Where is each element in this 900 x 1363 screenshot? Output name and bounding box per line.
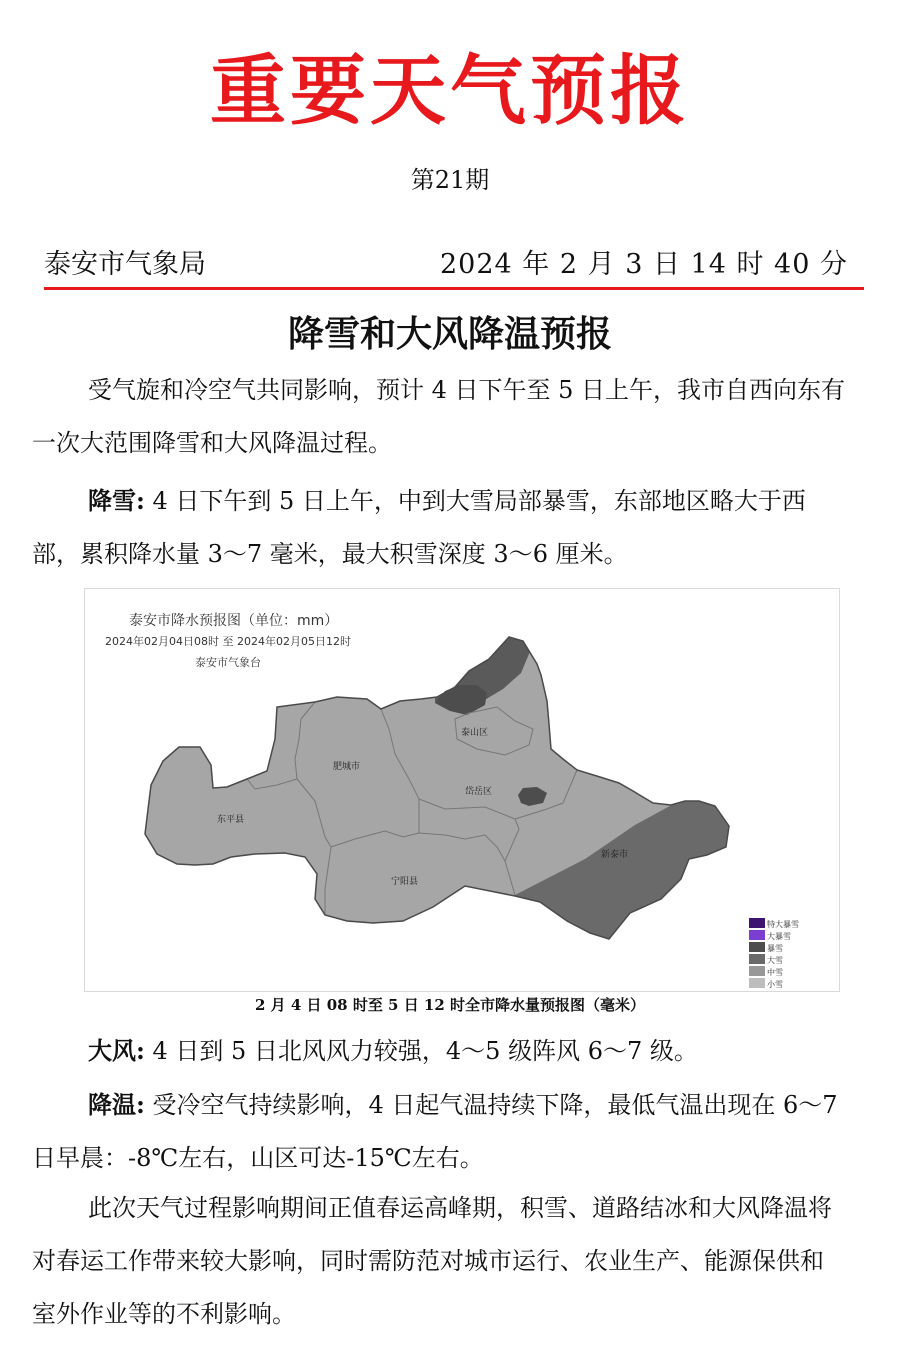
cooling-text: 受冷空气持续影响，4 日起气温持续下降，最低气温出现在 6～7 日早晨：-8℃左右，山区可达-15℃左右。 (32, 1091, 838, 1172)
map-title: 泰安市降水预报图（单位：mm） (129, 613, 339, 629)
masthead-title: 重要天气预报 (210, 46, 690, 135)
district-label-dongping: 东平县 (217, 815, 245, 825)
intro-paragraph: 受气旋和冷空气共同影响，预计 4 日下午至 5 日上午，我市自西向东有一次大范围降雪和大风降温过程。 (32, 376, 846, 457)
figure-caption: 2 月 4 日 08 时至 5 日 12 时全市降水量预报图（毫米） (254, 996, 646, 1014)
precipitation-map (85, 589, 839, 991)
legend-swatch-blizzard (749, 942, 765, 952)
wind-label: 大风: (88, 1036, 145, 1065)
impact-paragraph: 此次天气过程影响期间正值春运高峰期，积雪、道路结冰和大风降温将对春运工作带来较大影响，同时需防范对城市运行、农业生产、能源保供和室外作业等的不利影响。 (32, 1194, 832, 1328)
page-title: 降雪和大风降温预报 (287, 313, 612, 355)
moderate-snow-area (85, 589, 839, 991)
wind-text: 4 日到 5 日北风风力较强，4～5 级阵风 6～7 级。 (144, 1037, 698, 1065)
district-label-daiyue: 岱岳区 (465, 787, 493, 797)
legend-label-heavy-snow: 大雪 (767, 956, 783, 965)
legend-label-blizzard: 暴雪 (767, 944, 783, 953)
issue-datetime: 2024 年 2 月 3 日 14 时 40 分 (439, 249, 848, 280)
legend-label-severe-blizzard: 大暴雪 (767, 932, 791, 941)
legend-swatch-heavy-snow (749, 954, 765, 964)
wind-paragraph (32, 1024, 847, 1078)
snow-paragraph (32, 474, 847, 581)
cooling-label: 降温: (88, 1090, 145, 1119)
district-label-feicheng: 肥城市 (333, 762, 361, 772)
district-label-ningyang: 宁阳县 (391, 877, 419, 887)
snow-label: 降雪: (88, 486, 145, 515)
map-period: 2024年02月04日08时 至 2024年02月05日12时 (105, 635, 351, 648)
cooling-paragraph (32, 1078, 847, 1185)
precipitation-map-figure (84, 588, 840, 992)
legend-label-moderate-snow: 中雪 (767, 968, 783, 977)
legend-swatch-light-snow (749, 978, 765, 988)
map-issuer: 泰安市气象台 (195, 656, 261, 669)
issuing-agency: 泰安市气象局 (44, 249, 206, 280)
snow-text: 4 日下午到 5 日上午，中到大雪局部暴雪，东部地区略大于西部，累积降水量 3～7 毫米，最大积雪深度 3～6 厘米。 (32, 487, 806, 568)
legend-swatch-moderate-snow (749, 966, 765, 976)
district-label-xintai: 新泰市 (601, 850, 629, 860)
legend-label-light-snow: 小雪 (767, 980, 783, 989)
district-label-taishan: 泰山区 (461, 728, 489, 738)
legend-swatch-severe-blizzard (749, 930, 765, 940)
legend-label-extreme-blizzard: 特大暴雪 (767, 920, 799, 929)
legend-swatch-extreme-blizzard (749, 918, 765, 928)
red-divider (44, 287, 864, 290)
map-legend (749, 918, 799, 989)
issue-number: 第21期 (410, 166, 490, 194)
